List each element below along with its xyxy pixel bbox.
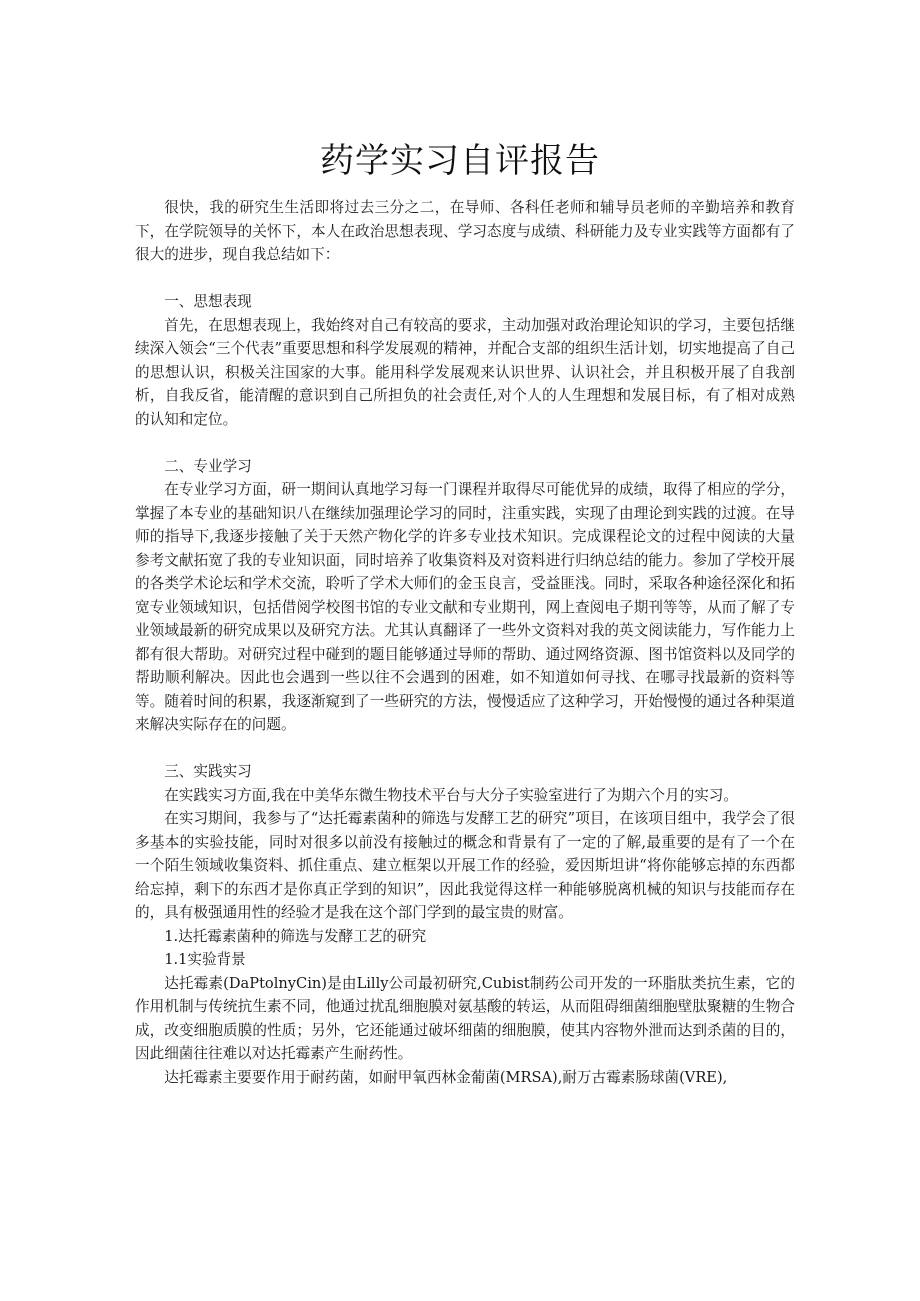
subsection-heading: 1.1实验背景: [164, 951, 246, 968]
page-title: 药学实习自评报告: [320, 141, 600, 181]
section-heading: 一、思想表现: [164, 293, 252, 310]
section-paragraph: 在专业学习方面，研一期间认真地学习每一门课程并取得尽可能优异的成绩，取得了相应的学分，掌握了本专业的基础知识八在继续加强理论学习的同时，注重实践，实现了由理论到实践的过渡。在导师的指导下,我逐步接触了关于天然产物化学的许多专业技术知识。完成课程论文的过程中阅读的大量参考文献拓宽了我的专业知识面，同时培养了收集资料及对资料进行归纳总结的能力。参加了学校开展的各类学术论坛和学术交流，聆听了学术大师们的金玉良言，受益匪浅。同时，采取各种途径深化和拓宽专业领域知识，包括借阅学校图书馆的专业文献和专业期刊，网上查阅电子期刊等等，从而了解了专业领域最新的研究成果以及研究方法。尤其认真翻译了一些外文资料对我的英文阅读能力，写作能力上都有很大帮助。对研究过程中碰到的题目能够通过导师的帮助、通过网络资源、图书馆资料以及同学的帮助顺利解决。因此也会遇到一些以往不会遇到的困难，如不知道如何寻找、在哪寻找最新的资料等等。随着时间的积累，我逐渐窥到了一些研究的方法，慢慢适应了这种学习，开始慢慢的通过各种渠道来解决实际存在的问题。: [135, 481, 795, 733]
spacer: [135, 737, 795, 761]
document-body: [135, 196, 795, 1089]
intro-paragraph: 很快，我的研究生生活即将过去三分之二，在导师、各科任老师和辅导员老师的辛勤培养和教育下，在学院领导的关怀下，本人在政治思想表现、学习态度与成绩、科研能力及专业实践等方面都有了很大的进步，现自我总结如下：: [135, 199, 795, 263]
subsection-heading: 1.达托霉素菌种的筛选与发酵工艺的研究: [164, 927, 427, 945]
section-paragraph: 在实习期间，我参与了“达托霉素菌种的筛选与发酵工艺的研究”项目，在该项目组中，我学会了很多基本的实验技能，同时对很多以前没有接触过的概念和背景有了一定的了解,最重要的是有了一个在一个陌生领域收集资料、抓住重点、建立框架以开展工作的经验，爱因斯坦讲“将你能够忘掉的东西都给忘掉，剩下的东西才是你真正学到的知识”，因此我觉得这样一种能够脱离机械的知识与技能而存在的，具有极强通用性的经验才是我在这个部门学到的最宝贵的财富。: [135, 810, 795, 921]
subsection-paragraph: 达托霉素主要要作用于耐药菌，如耐甲氧西林金葡菌(MRSA),耐万古霉素肠球菌(VRE),: [164, 1068, 728, 1086]
section-paragraph: 首先，在思想表现上，我始终对自己有较高的要求，主动加强对政治理论知识的学习，主要包括继续深入领会“三个代表”重要思想和科学发展观的精神，并配合支部的组织生活计划，切实地提高了自己的思想认识，积极关注国家的大事。能用科学发展观来认识世界、认识社会，并且积极开展了自我剖析，自我反省，能清醒的意识到自己所担负的社会责任,对个人的人生理想和发展目标，有了相对成熟的认知和定位。: [135, 316, 795, 428]
subsection-paragraph: 达托霉素(DaPtolnyCin)是由Lilly公司最初研究,Cubist制药公司开发的一环脂肽类抗生素，它的作用机制与传统抗生素不同，他通过扰乱细胞膜对氨基酸的转运，从而阻碍细菌细胞壁肽聚糖的生物合成，改变细胞质膜的性质；另外，它还能通过破坏细菌的细胞膜，使其内容物外泄而达到杀菌的目的，因此细菌往往难以对达托霉素产生耐药性。: [135, 974, 795, 1062]
spacer: [135, 267, 795, 291]
section-heading: 二、专业学习: [164, 457, 252, 475]
spacer: [135, 431, 795, 455]
section-paragraph: 在实践实习方面,我在中美华东微生物技术平台与大分子实验室进行了为期六个月的实习。: [164, 786, 738, 804]
section-heading: 三、实践实习: [164, 763, 252, 780]
